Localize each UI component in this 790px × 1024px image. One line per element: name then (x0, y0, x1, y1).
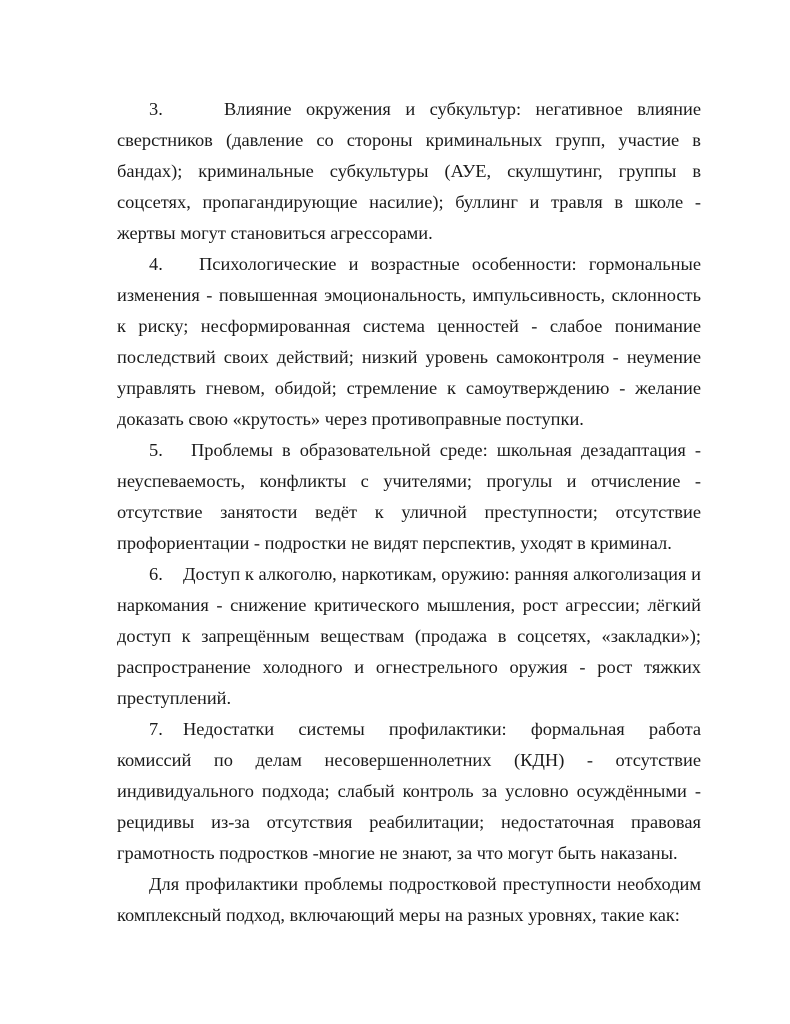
list-number: 5. (149, 440, 163, 460)
list-item-text: Проблемы в образовательной среде: школьная дезадаптация - неуспеваемость, конфликты с учителями; прогулы и отчисление - отсутствие занятости ведёт к уличной преступности; отсутствие профориентации - подростки не видят перспектив, уходят в криминал. (117, 440, 701, 553)
list-item-text: Психологические и возрастные особенности: гормональные изменения - повышенная эмоциональность, импульсивность, склонность к риску; несформированная система ценностей - слабое понимание последствий своих действий; низкий уровень самоконтроля - неумение управлять гневом, обидой; стремление к самоутверждению - желание доказать свою «крутость» через противоправные поступки. (117, 254, 701, 429)
closing-paragraph: Для профилактики проблемы подростковой преступности необходим комплексный подход, включающий меры на разных уровнях, такие как: (117, 874, 701, 925)
list-item-text: Недостатки системы профилактики: формальная работа комиссий по делам несовершеннолетних (КДН) - отсутствие индивидуального подхода; слабый контроль за условно осуждёнными - рецидивы из-за отсутствия реабилитации; недостаточная правовая грамотность подростков -многие не знают, за что могут быть наказаны. (117, 719, 701, 863)
list-item-5 (117, 435, 701, 559)
list-number: 4. (149, 254, 163, 274)
list-item-text: Влияние окружения и субкультур: негативное влияние сверстников (давление со стороны криминальных групп, участие в бандах); криминальные субкультуры (АУЕ, скулшутинг, группы в соцсетях, пропагандирующие насилие); буллинг и травля в школе - жертвы могут становиться агрессорами. (117, 99, 701, 243)
list-item-4 (117, 249, 701, 435)
list-number: 7. (149, 719, 163, 739)
list-number: 3. (149, 99, 163, 119)
list-number: 6. (149, 564, 163, 584)
list-item-3 (117, 94, 701, 249)
list-item-7 (117, 714, 701, 869)
document-body (117, 94, 701, 931)
list-item-6 (117, 559, 701, 714)
list-item-text: Доступ к алкоголю, наркотикам, оружию: ранняя алкоголизация и наркомания - снижение критического мышления, рост агрессии; лёгкий доступ к запрещённым веществам (продажа в соцсетях, «закладки»); распространение холодного и огнестрельного оружия - рост тяжких преступлений. (117, 564, 701, 708)
